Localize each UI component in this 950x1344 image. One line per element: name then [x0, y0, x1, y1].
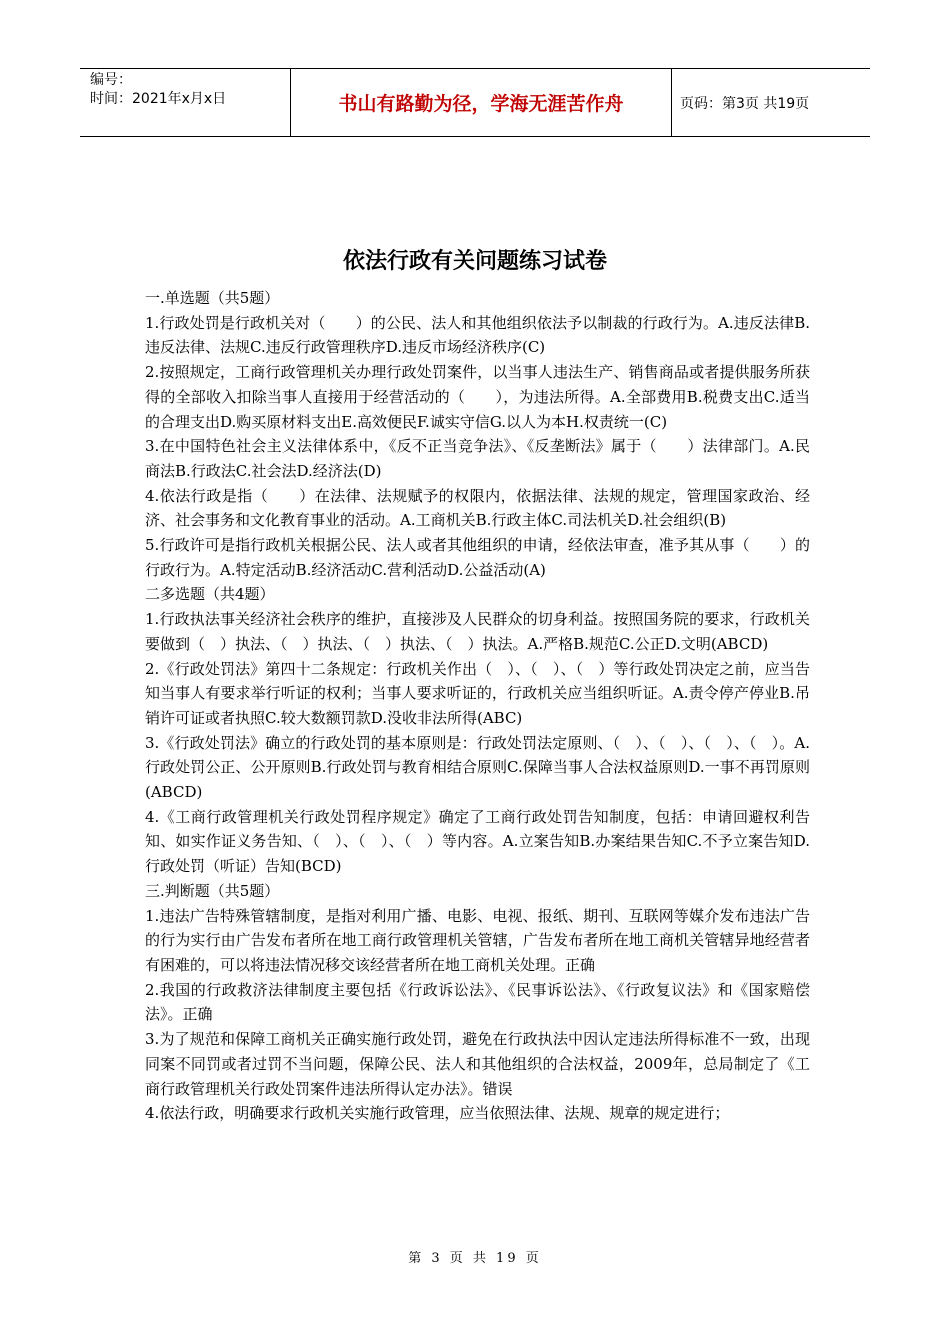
- question-item: 2.我国的行政救济法律制度主要包括《行政诉讼法》、《民事诉讼法》、《行政复议法》和《国家赔偿法》。正确: [145, 980, 810, 1024]
- header-page-info: 页码：第3页 共19页: [680, 95, 810, 112]
- header-meta: [80, 69, 291, 136]
- question-item: 4.依法行政，明确要求行政机关实施行政管理，应当依照法律、法规、规章的规定进行；: [145, 1104, 730, 1123]
- question-item: 1.行政执法事关经济社会秩序的维护，直接涉及人民群众的切身利益。按照国务院的要求，行政机关要做到（ ）执法、（ ）执法、（ ）执法、（ ）执法。A.严格B.规范C.公正D.文明(ABCD): [145, 610, 810, 653]
- question-item: 1.行政处罚是行政机关对（ ）的公民、法人和其他组织依法予以制裁的行政行为。A.违反法律B.违反法律、法规C.违反行政管理秩序D.违反市场经济秩序(C): [145, 313, 810, 357]
- header-motto: 书山有路勤为径，学海无涯苦作舟: [291, 69, 672, 136]
- question-item: 4.依法行政是指（ ）在法律、法规赋予的权限内，依据法律、法规的规定，管理国家政治、经济、社会事务和文化教育事业的活动。A.工商机关B.行政主体C.司法机关D.社会组织(B): [145, 486, 810, 530]
- question-item: 1.违法广告特殊管辖制度，是指对利用广播、电影、电视、报纸、期刊、互联网等媒介发布违法广告的行为实行由广告发布者所在地工商行政管理机关管辖，广告发布者所在地工商机关管辖异地经营者有困难的，可以将违法情况移交该经营者所在地工商机关处理。正确: [145, 906, 810, 974]
- question-item: 3.在中国特色社会主义法律体系中，《反不正当竞争法》、《反垄断法》属于（ ）法律部门。A.民商法B.行政法C.社会法D.经济法(D): [145, 437, 810, 480]
- question-item: 2.按照规定，工商行政管理机关办理行政处罚案件，以当事人违法生产、销售商品或者提供服务所获得的全部收入扣除当事人直接用于经营活动的（ ），为违法所得。A.全部费用B.税费支出C.适当的合理支出D.购买原材料支出E.高效便民F.诚实守信G.以人为本H.权责统一(C): [145, 363, 810, 431]
- question-item: 4.《工商行政管理机关行政处罚程序规定》确定了工商行政处罚告知制度，包括：申请回避权利告知、如实作证义务告知、（ ）、（ ）、（ ）等内容。A.立案告知B.办案结果告知C.不予立案告知D.行政处罚（听证）告知(BCD): [145, 807, 810, 876]
- document-title: 依法行政有关问题练习试卷: [342, 249, 607, 274]
- page-header: [80, 68, 870, 137]
- document-date: 时间：2021年x月x日: [90, 91, 227, 107]
- question-item: 5.行政许可是指行政机关根据公民、法人或者其他组织的申请，经依法审查，准予其从事（ ）的行政行为。A.特定活动B.经济活动C.营利活动D.公益活动(A): [145, 536, 810, 579]
- document-body: [145, 286, 810, 1126]
- page-footer: 第 3 页 共 19 页: [408, 1251, 542, 1266]
- question-item: 2.《行政处罚法》第四十二条规定：行政机关作出（ ）、（ ）、（ ）等行政处罚决定之前，应当告知当事人有要求举行听证的权利；当事人要求听证的，行政机关应当组织听证。A.责令停产停业B.吊销许可证或者执照C.较大数额罚款D.没收非法所得(ABC): [145, 659, 810, 727]
- question-item: 3.为了规范和保障工商机关正确实施行政处罚，避免在行政执法中因认定违法所得标准不一致，出现同案不同罚或者过罚不当问题，保障公民、法人和其他组织的合法权益，2009年，总局制定了《工商行政管理机关行政处罚案件违法所得认定办法》。错误: [145, 1030, 810, 1098]
- question-item: 3.《行政处罚法》确立的行政处罚的基本原则是：行政处罚法定原则、（ ）、（ ）、（ ）、（ ）。A.行政处罚公正、公开原则B.行政处罚与教育相结合原则C.保障当事人合法权益原则D.一事不再罚原则(ABCD): [145, 733, 810, 802]
- document-number-label: 编号：: [90, 72, 132, 88]
- section-heading: 二多选题（共4题）: [145, 585, 275, 604]
- section-heading: 一.单选题（共5题）: [145, 289, 280, 307]
- section-heading: 三.判断题（共5题）: [145, 881, 280, 900]
